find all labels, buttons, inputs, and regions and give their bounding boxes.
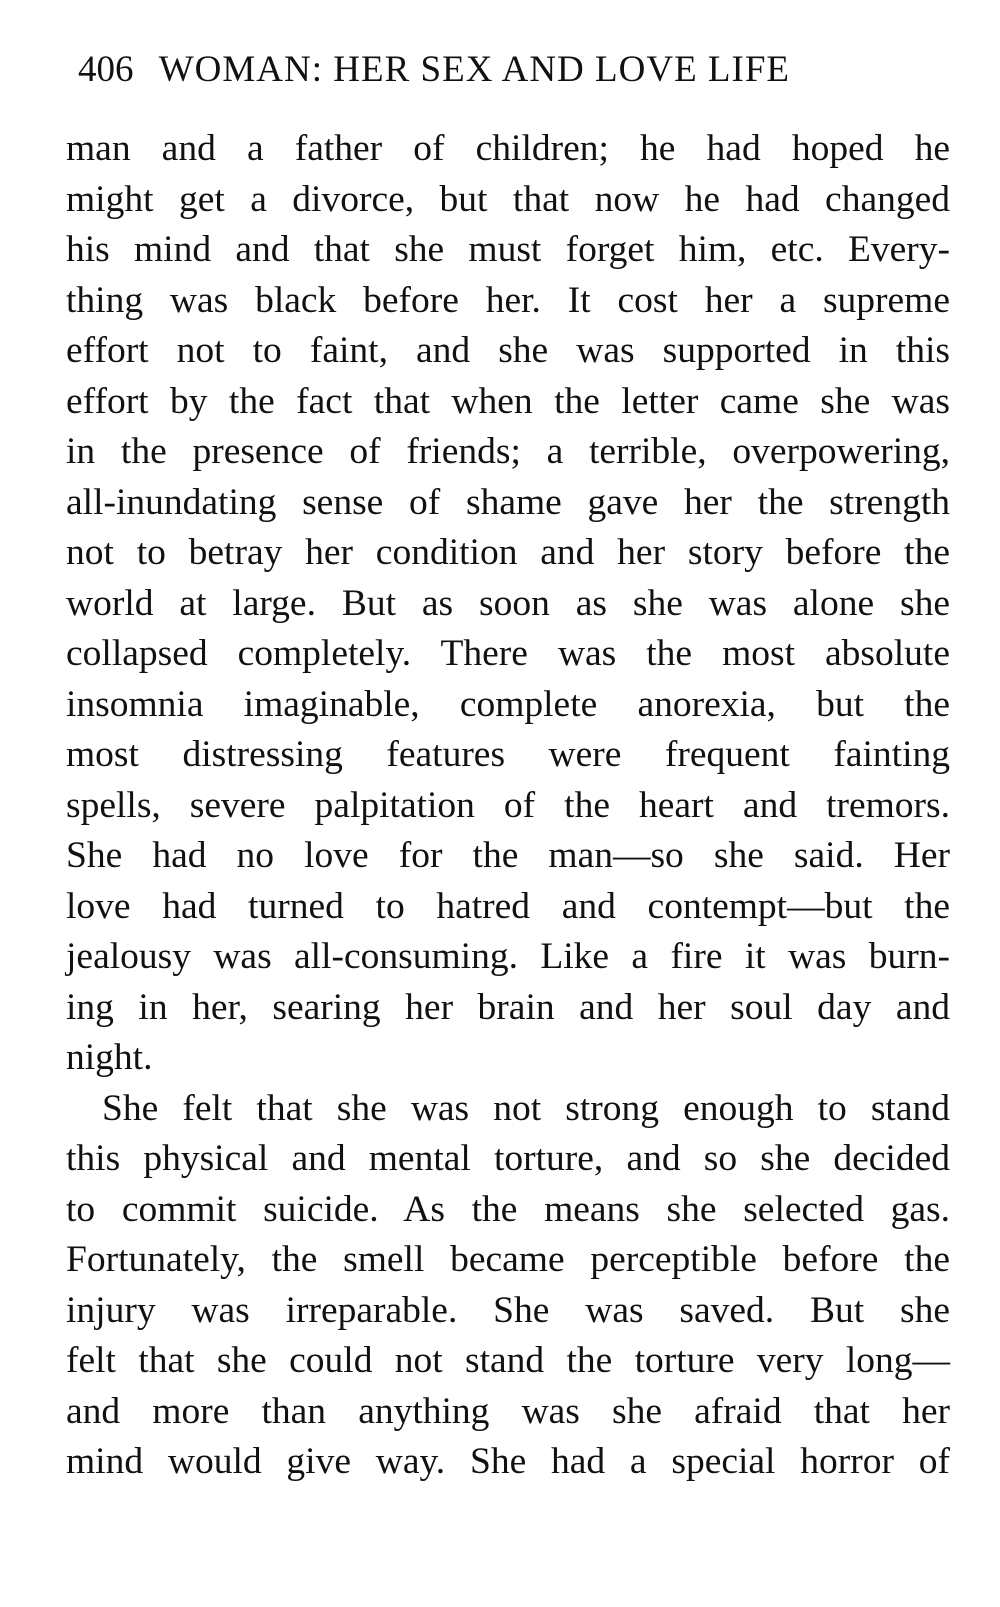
text-line: Fortunately, the smell became perceptible before the xyxy=(66,1239,950,1280)
text-line: insomnia imaginable, complete anorexia, but the xyxy=(66,683,950,725)
text-line: injury was irreparable. She was saved. But she xyxy=(66,1289,950,1331)
text-line: most distressing features were frequent fainting xyxy=(66,734,950,775)
paragraph-1 xyxy=(66,124,950,1084)
paragraph-2 xyxy=(66,1084,950,1488)
text-line: effort by the fact that when the letter came she was xyxy=(66,380,950,422)
running-title: WOMAN: HER SEX AND LOVE LIFE xyxy=(158,49,791,90)
body-text xyxy=(66,124,950,1488)
page-header xyxy=(78,46,918,94)
text-line: in the presence of friends; a terrible, overpowering, xyxy=(66,431,950,472)
text-line: jealousy was all-consuming. Like a fire it was burn- xyxy=(66,936,950,977)
text-line: night. xyxy=(66,1037,153,1078)
text-line: love had turned to hatred and contempt—but the xyxy=(66,885,950,927)
text-line: his mind and that she must forget him, etc. Every- xyxy=(66,229,950,270)
text-line: She had no love for the man—so she said. Her xyxy=(66,835,950,876)
text-line: effort not to faint, and she was supported in this xyxy=(66,330,950,371)
page-number: 406 xyxy=(78,49,134,90)
text-line: mind would give way. She had a special horror of xyxy=(66,1441,950,1482)
text-line: man and a father of children; he had hoped he xyxy=(66,128,950,169)
text-line: world at large. But as soon as she was alone she xyxy=(66,582,950,624)
text-line: felt that she could not stand the torture very long— xyxy=(66,1340,950,1381)
text-line: She felt that she was not strong enough to stand xyxy=(102,1087,950,1129)
text-line: thing was black before her. It cost her a supreme xyxy=(66,279,950,321)
text-line: and more than anything was she afraid that her xyxy=(66,1390,950,1432)
text-line: all-inundating sense of shame gave her the strength xyxy=(66,481,950,523)
text-line: spells, severe palpitation of the heart and tremors. xyxy=(66,784,950,826)
text-line: collapsed completely. There was the most absolute xyxy=(66,633,950,674)
text-line: not to betray her condition and her story before the xyxy=(66,532,950,573)
text-line: to commit suicide. As the means she selected gas. xyxy=(66,1188,950,1230)
text-line: this physical and mental torture, and so she decided xyxy=(66,1138,950,1179)
text-line: might get a divorce, but that now he had changed xyxy=(66,178,950,220)
text-line: ing in her, searing her brain and her soul day and xyxy=(66,986,950,1028)
